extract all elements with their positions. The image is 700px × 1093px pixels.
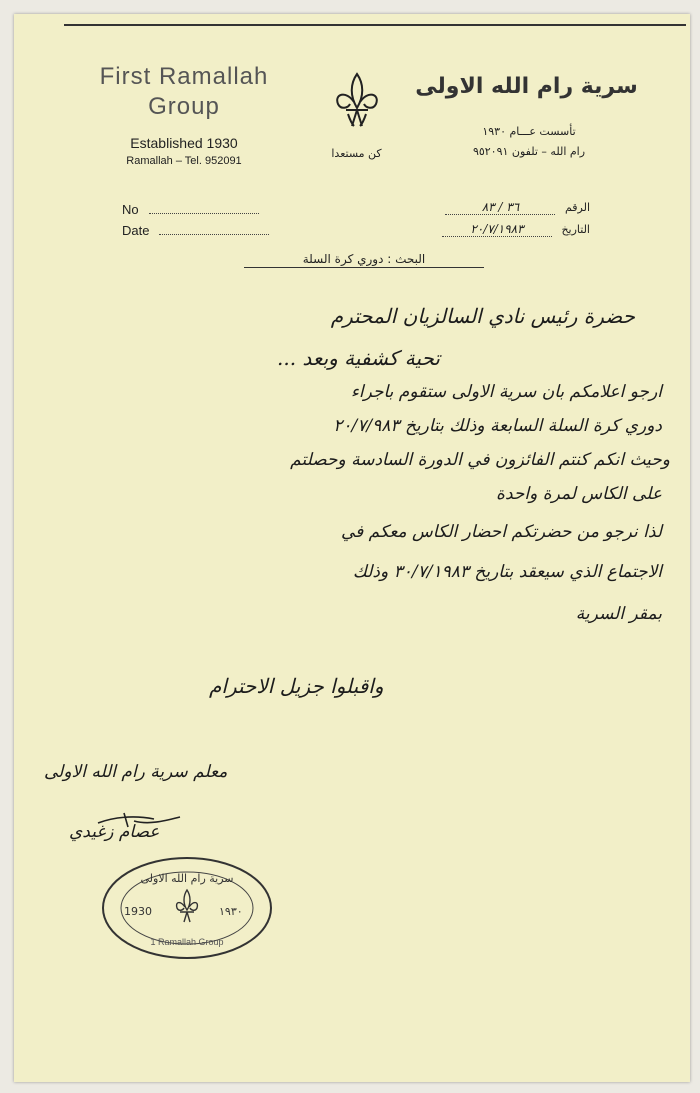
arabic-contact: رام الله – تلفون ٩٥٢٠٩١ [472, 145, 586, 158]
body-line: بمقر السرية [575, 604, 662, 624]
reference-field [445, 200, 590, 215]
greeting: تحية كشفية وبعد ... [277, 346, 440, 370]
fleur-de-lis-icon [332, 70, 382, 132]
arabic-date-value: ٢٠/٧/١٩٨٣ [442, 222, 552, 237]
body-line: لذا نرجو من حضرتكم احضار الكاس معكم في [340, 522, 662, 542]
body-line: على الكاس لمرة واحدة [496, 484, 662, 504]
stamp-year-right: ١٩٣٠ [219, 905, 243, 918]
body-line: الاجتماع الذي سيعقد بتاريخ ٣٠/٧/١٩٨٣ وذلك [352, 562, 662, 582]
stamp-english-text: 1 Ramallah Group [150, 937, 224, 947]
english-name-line1: First Ramallah [99, 63, 269, 90]
arabic-date-field [442, 222, 590, 237]
letterhead-arabic-name: سرية رام الله الاولى [415, 74, 638, 99]
body-line: وحيث انكم كنتم الفائزون في الدورة السادسة وحصلتم [290, 450, 670, 470]
top-rule [64, 24, 686, 26]
subject-line: البحث : دوري كرة السلة [244, 252, 484, 268]
letterhead-english-name [74, 62, 294, 122]
body-line: دوري كرة السلة السابعة وذلك بتاريخ ٢٠/٧/٩٨٣ [333, 416, 662, 436]
english-contact: Ramallah – Tel. 952091 [126, 155, 242, 167]
date-field [122, 223, 269, 238]
signatory-title: معلم سرية رام الله الاولى [44, 762, 228, 782]
english-established: Established 1930 [130, 135, 238, 151]
no-label: No [122, 202, 139, 217]
signatory-name: عصام زغيدي [69, 822, 160, 842]
letter-sheet [14, 14, 690, 1082]
reference-label: الرقم [564, 201, 590, 214]
english-name-line2: Group [148, 93, 220, 120]
no-field [122, 202, 259, 217]
stamp-arabic-text: سرية رام الله الاولى [140, 872, 234, 885]
closing: واقبلوا جزيل الاحترام [209, 674, 384, 698]
reference-value: ٣٦ / ٨٣ [445, 200, 555, 215]
stamp-year-left: 1930 [124, 905, 152, 918]
arabic-date-label: التاريخ [561, 223, 590, 236]
date-label: Date [122, 223, 150, 238]
motto: كن مستعدا [331, 147, 382, 160]
salutation: حضرة رئيس نادي السالزيان المحترم [330, 304, 635, 328]
arabic-established: تأسست عـــام ١٩٣٠ [482, 125, 576, 138]
body-line: ارجو اعلامكم بان سرية الاولى ستقوم باجراء [350, 382, 662, 402]
